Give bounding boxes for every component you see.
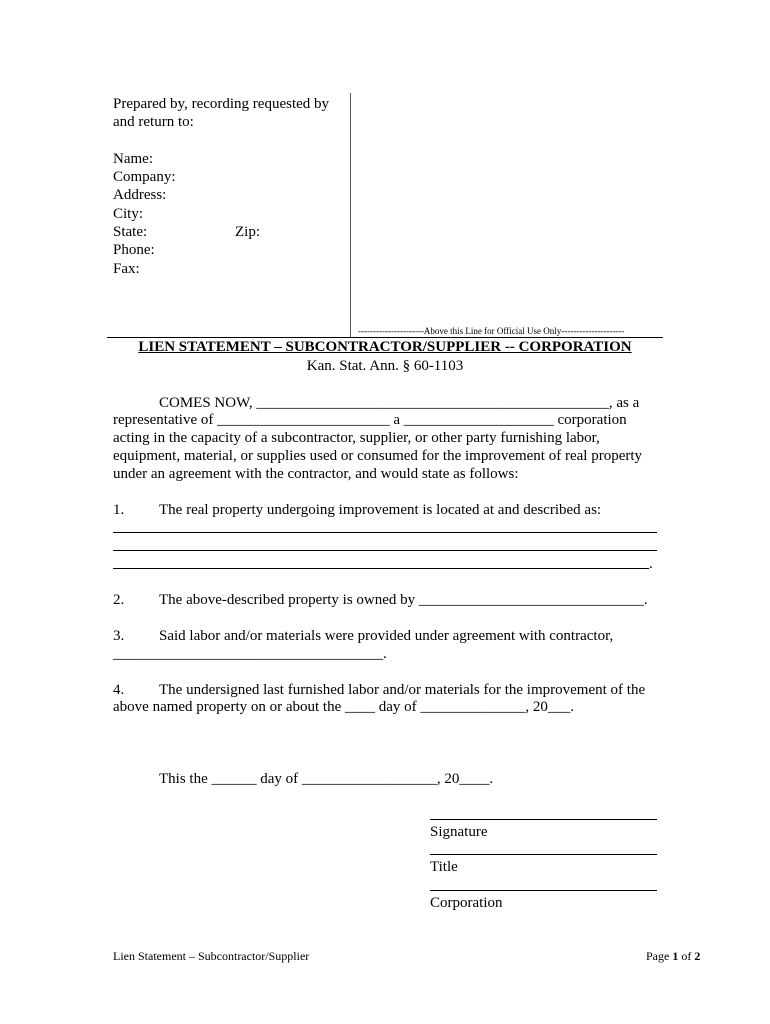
- recording-divider: [350, 93, 351, 338]
- official-use-note: ----------------------Above this Line for Official Use Only---------------------: [358, 326, 625, 336]
- intro-line-2: representative of _______________________ a ____________________ corporation: [113, 412, 627, 428]
- property-description-line-1: [113, 532, 657, 533]
- item-3-text: Said labor and/or materials were provided under agreement with contractor,: [159, 628, 614, 644]
- page-number: [646, 949, 700, 963]
- name-label: Name:: [113, 151, 153, 167]
- zip-label: Zip:: [235, 224, 260, 240]
- intro-line-4: equipment, material, or supplies used or consumed for the improvement of real property: [113, 448, 643, 464]
- fax-label: Fax:: [113, 261, 140, 277]
- city-label: City:: [113, 206, 144, 222]
- page-prefix: Page: [646, 949, 670, 963]
- official-use-rule: [107, 337, 663, 338]
- title-line: [430, 854, 657, 855]
- page-total: 2: [694, 949, 701, 963]
- property-description-line-3: [113, 568, 649, 569]
- signature-label: Signature: [430, 824, 488, 840]
- corporation-line: [430, 890, 657, 891]
- prepared-by-line2: and return to:: [113, 114, 194, 130]
- item-4-text: The undersigned last furnished labor and/or materials for the improvement of the: [159, 682, 646, 698]
- item-1-text: The real property undergoing improvement is located at and described as:: [159, 502, 602, 518]
- page-of: of: [681, 949, 692, 963]
- item-1-number: 1.: [113, 502, 125, 518]
- title-label: Title: [430, 859, 458, 875]
- page-current: 1: [672, 949, 679, 963]
- item-3-contractor-line: ____________________________________.: [113, 646, 387, 662]
- item-3-number: 3.: [113, 628, 125, 644]
- intro-line-3: acting in the capacity of a subcontractor, supplier, or other party furnishing labor,: [113, 430, 600, 446]
- corporation-label: Corporation: [430, 895, 503, 911]
- property-description-line-2: [113, 550, 657, 551]
- signature-line: [430, 819, 657, 820]
- item-2-number: 2.: [113, 592, 125, 608]
- item-2-text: The above-described property is owned by ______________________________.: [159, 592, 648, 608]
- address-label: Address:: [113, 187, 167, 203]
- phone-label: Phone:: [113, 242, 155, 258]
- prepared-by-line1: Prepared by, recording requested by: [113, 96, 330, 112]
- intro-line-1: COMES NOW, _______________________________________________, as a: [159, 395, 640, 411]
- item-4-date-line: above named property on or about the ____ day of ______________, 20___.: [113, 699, 575, 715]
- item-4-number: 4.: [113, 682, 125, 698]
- state-label: State:: [113, 224, 148, 240]
- company-label: Company:: [113, 169, 176, 185]
- footer-title: Lien Statement – Subcontractor/Supplier: [113, 949, 310, 963]
- intro-line-5: under an agreement with the contractor, and would state as follows:: [113, 466, 519, 482]
- statute-reference: Kan. Stat. Ann. § 60-1103: [306, 358, 464, 374]
- dated-line: This the ______ day of __________________, 20____.: [159, 771, 494, 787]
- document-title: LIEN STATEMENT – SUBCONTRACTOR/SUPPLIER -- CORPORATION: [138, 339, 632, 355]
- property-description-period: .: [649, 556, 653, 572]
